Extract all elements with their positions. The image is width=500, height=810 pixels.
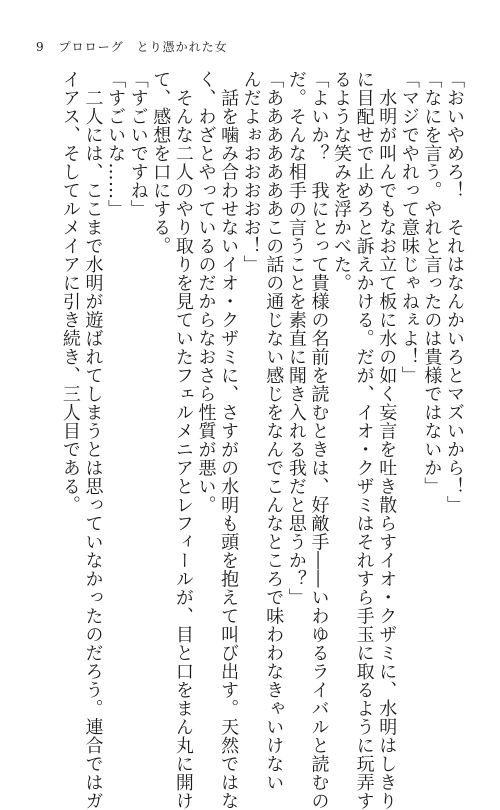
page-number: 9 <box>36 40 45 54</box>
text-line: 水明が叫んでもなお立て板に水の如く妄言を吐き散らすイオ・クザミに、水明はしきり <box>376 70 398 810</box>
text-line: 「マジでやれって意味じゃねぇよ！」 <box>398 70 420 385</box>
text-line: に目配せで止めろと訴えかける。だが、イオ・クザミはそれすら手玉に取るように玩弄す <box>353 70 375 810</box>
page-header <box>36 38 228 55</box>
text-line: るような笑みを浮かべた。 <box>331 70 353 292</box>
text-line: そんな二人のやり取りを見ていたフェルメニアとレフィールが、目と口をまん丸に開け <box>172 70 194 810</box>
text-line: 「あああああああこの話の通じない感じをなんでこんなところで味わわなきゃいけない <box>263 70 285 792</box>
text-line: 「よいか？ 我にとって貴様の名前を読むときは、好敵手――いわゆるライバルと読むの <box>308 70 330 810</box>
text-line: 話を噛み合わせないイオ・クザミに、さすがの水明も頭を抱えて叫び出す。天然ではな <box>218 70 240 810</box>
text-line: て、感想を口にする。 <box>150 70 172 255</box>
vertical-body-text <box>58 70 465 810</box>
text-line: 「なにを言う。やれと言ったのは貴様ではないか」 <box>421 70 443 496</box>
text-line: 「すごいな……」 <box>105 70 127 218</box>
text-line: 「すごいですね」 <box>127 70 149 218</box>
text-line: く、わざとやっているのだからなおさら性質が悪い。 <box>195 70 217 514</box>
text-line: んだよぉおおおおお！」 <box>240 70 262 274</box>
text-line: イアス、そしてルメイアに引き続き、三人目である。 <box>59 70 81 514</box>
text-line: 「おいやめろ！ それはなんかいろとマズいから！」 <box>444 70 465 514</box>
text-line: 二人には、ここまで水明が遊ばれてしまうとは思っていなかったのだろう。連合ではガ <box>82 70 104 810</box>
running-title: プロローグ とり憑かれた女 <box>58 40 228 54</box>
text-line: だ。そんな相手の言うことを素直に聞き入れる我だと思うか？」 <box>285 70 307 607</box>
